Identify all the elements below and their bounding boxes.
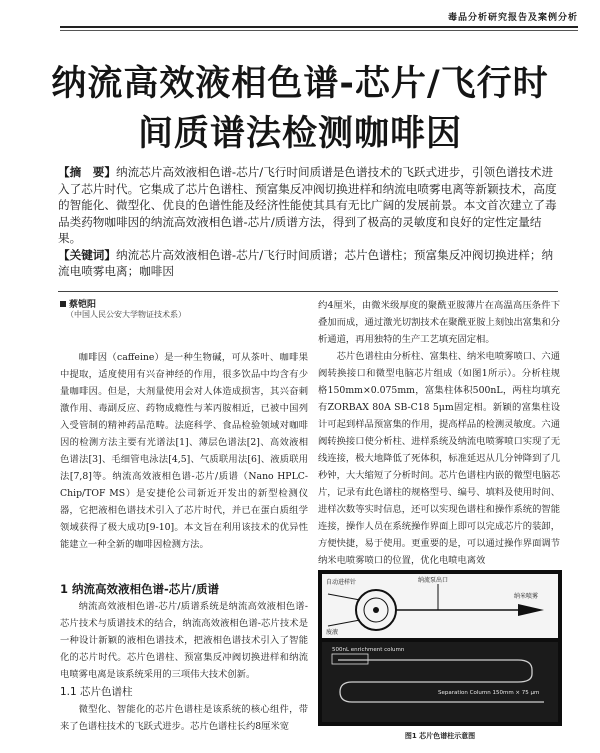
running-header: 毒品分析研究报告及案例分析	[447, 13, 578, 23]
label-auto-injection: 自动进样针	[326, 579, 357, 586]
label-nano-spray: 纳米喷雾	[514, 593, 539, 600]
chip-schematic	[318, 570, 562, 726]
right-paragraph-1: 约4厘米，由微米级厚度的聚酰亚胺薄片在高温高压条件下叠加而成，通过激光切割技术在聚酰亚胺上刻蚀出富集和分析通道，再用独特的生产工艺填充固定相。	[318, 300, 560, 345]
left-column-section-1	[60, 580, 308, 735]
left-column-intro	[60, 349, 308, 553]
abstract-divider	[58, 291, 558, 292]
right-column	[318, 297, 560, 569]
article-title-line-1: 纳流高效液相色谱-芯片/飞行时	[51, 64, 549, 104]
author-marker-icon	[60, 301, 66, 307]
label-waste: 废液	[326, 629, 339, 636]
abstract-label: 【摘 要】	[58, 165, 116, 179]
right-paragraph-2: 芯片色谱柱由分析柱、富集柱、纳米电喷雾喷口、六通阀转换接口和微型电脑芯片组成（如图1所示）。分析柱规格150mm×0.075mm，富集柱体积500nL，两柱均填充有ZORBAX 80A SB-C18 5μm固定相。新颖的富集柱设计可起到样品预富集的作用，提高样品的检测灵敏度。六通阀转换接口使分析柱、进样系统及纳流电喷雾喷口实现了无线连接，极大地降低了死体积，标准延迟从几分钟降到了几秒钟，大大缩短了分析时间。芯片色谱柱内嵌的微型电脑芯片，记录有此色谱柱的规格型号、编号、填料及使用时间、进样次数等实时信息，还可以实现色谱柱和操作系统的智能连接，操作人员在系统操作界面上即可以完成芯片的装卸，方便快捷，易于使用。更重要的是，可以通过操作界面调节纳米电喷雾喷口的位置，优化电喷电离效	[318, 351, 560, 566]
intro-paragraph: 咖啡因（caffeine）是一种生物碱，可从茶叶、咖啡果中提取，适度使用有兴奋神经的作用，很多饮品中均含有少量咖啡因。但是，大剂量使用会对人体造成损害，其兴奋刺激作用、毒副反应、药物成瘾性与苯丙胺相近，已被中国列入受管制的精神药品范畴。法庭科学、食品检验领域对咖啡因的检测方法主要有光谱法[1]、薄层色谱法[2]、高效液相色谱法[3]、毛细管电泳法[4,5]、气质联用法[6]、液质联用法[7,8]等。纳流高效液相色谱-芯片/质谱（Nano HPLC-Chip/TOF MS）是安捷伦公司新近开发出的新型检测仪器，它把液相色谱技术引入了芯片时代，并已在蛋白质组学领域获得了极大成功[9-10]。本文旨在利用该技术的优异性能建立一种全新的咖啡因检测方法。	[60, 352, 308, 550]
section-1-paragraph: 纳流高效液相色谱-芯片/质谱系统是纳流高效液相色谱-芯片技术与质谱技术的结合，纳流高效液相色谱-芯片技术是一种设计新颖的液相色谱技术，把液相色谱技术引入了智能化的芯片时代。芯片色谱柱、预富集反冲阀切换进样和纳流电喷雾电离是该系统采用的三项伟大技术创新。	[60, 601, 308, 680]
abstract-block	[58, 164, 558, 280]
keywords-label: 【关键词】	[58, 247, 116, 262]
figure-caption: 图1 芯片色谱柱示意图	[404, 732, 476, 740]
keywords-text: 纳流芯片高效液相色谱-芯片/飞行时间质谱；芯片色谱柱；预富集反冲阀切换进样；纳流电喷雾电离；咖啡因	[58, 247, 554, 278]
abstract-text: 纳流芯片高效液相色谱-芯片/飞行时间质谱是色谱技术的飞跃式进步，引领色谱技术进入了芯片时代。它集成了芯片色谱柱、预富集反冲阀切换进样和纳流电喷雾电离等新颖技术，高度的智能化、微型化、优良的色谱性能及经济性能使其具有无比广阔的发展前景。本文首次建立了毒品类药物咖啡因的纳流高效液相色谱-芯片/质谱方法，得到了极高的灵敏度和良好的定性定量结果。	[58, 165, 557, 245]
label-separation: Separation Column 150mm × 75 μm	[438, 690, 540, 696]
label-pump-outlet: 纳流泵出口	[418, 577, 449, 584]
author-affiliation: （中国人民公安大学物证技术系）	[66, 310, 186, 319]
section-1-heading: 1 纳流高效液相色谱-芯片/质谱	[60, 582, 219, 596]
header-rule	[60, 26, 578, 28]
subsection-1-1-paragraph: 微型化、智能化的芯片色谱柱是该系统的核心组件，带来了色谱柱技术的飞跃式进步。芯片色谱柱长约8厘米宽	[60, 704, 308, 732]
subsection-1-1-heading: 1.1 芯片色谱柱	[60, 686, 133, 698]
keywords-paragraph	[58, 247, 558, 280]
label-enrichment: 500nL enrichment column	[332, 647, 405, 653]
header-rule-thin	[60, 30, 578, 31]
valve-center-icon	[373, 607, 379, 613]
article-title-line-2: 间质谱法检测咖啡因	[137, 114, 462, 154]
author-name-text: 蔡铠阳	[69, 300, 97, 310]
figure-chip-column	[318, 570, 562, 726]
abstract-paragraph	[58, 164, 558, 247]
